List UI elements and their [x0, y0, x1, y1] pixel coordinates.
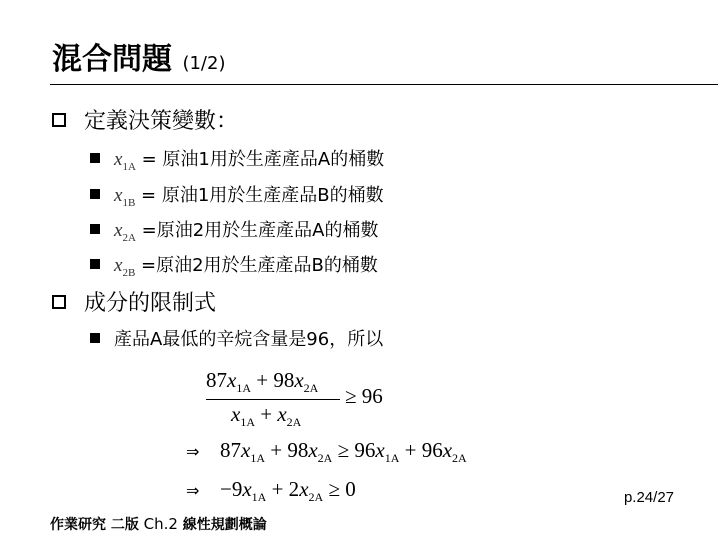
page-number: p.24/27: [623, 489, 674, 506]
square-bullet-icon: [90, 189, 100, 199]
variable-item-1: [90, 145, 384, 173]
variable-definition: =原油2用於生產產品A的桶數: [141, 220, 379, 241]
slide-title: [52, 34, 225, 78]
square-bullet-icon: [90, 224, 100, 234]
implies-arrow-icon: ⇒: [186, 442, 200, 461]
section-heading-variables: [52, 104, 238, 135]
hollow-square-bullet-icon: [52, 295, 66, 309]
fraction-rhs: ≥ 96: [345, 384, 383, 408]
section-heading-constraints: [52, 286, 216, 317]
square-bullet-icon: [90, 333, 100, 343]
title-main: 混合問題: [52, 42, 172, 77]
variable-symbol: $x_{2B}$: [114, 255, 136, 279]
fraction-bar: [206, 399, 340, 400]
variable-symbol: $x_{1A}$: [114, 149, 136, 173]
equation-expanded: $87x_{1A} + 98x_{2A} \ge 96x_{1A} + 96x_{2A}$: [220, 438, 467, 466]
square-bullet-icon: [90, 259, 100, 269]
section1-heading-text: 定義決策變數：: [84, 109, 239, 134]
variable-item-2: [90, 181, 384, 209]
footer: [50, 514, 267, 534]
title-sub: (1/2): [182, 53, 226, 74]
implies-arrow-icon: ⇒: [186, 481, 200, 500]
square-bullet-icon: [90, 153, 100, 163]
constraint-item: [90, 325, 383, 351]
constraint-text: 產品A最低的辛烷含量是96，所以: [114, 329, 384, 350]
section2-heading-text: 成分的限制式: [84, 291, 217, 316]
title-underline: [50, 84, 718, 85]
variable-definition: = 原油1用於生產產品A的桶數: [141, 149, 385, 170]
fraction-denominator: $x_{1A} + x_{2A}$: [231, 402, 302, 430]
footer-book-title: 作業研究 二版: [50, 517, 139, 533]
fraction-numerator: $87x_{1A} + 98x_{2A}$: [206, 368, 319, 396]
variable-item-4: [90, 251, 378, 279]
hollow-square-bullet-icon: [52, 113, 66, 127]
equation-simplified: $-9x_{1A} + 2x_{2A} \ge 0$: [220, 477, 356, 505]
variable-item-3: [90, 216, 378, 244]
footer-chapter-title: 線性規劃概論: [182, 517, 267, 533]
variable-symbol: $x_{2A}$: [114, 220, 136, 244]
variable-symbol: $x_{1B}$: [114, 185, 136, 209]
footer-chapter: Ch.2: [143, 515, 178, 533]
variable-definition: =原油2用於生產產品B的桶數: [141, 255, 378, 276]
variable-definition: = 原油1用於生產產品B的桶數: [141, 185, 384, 206]
